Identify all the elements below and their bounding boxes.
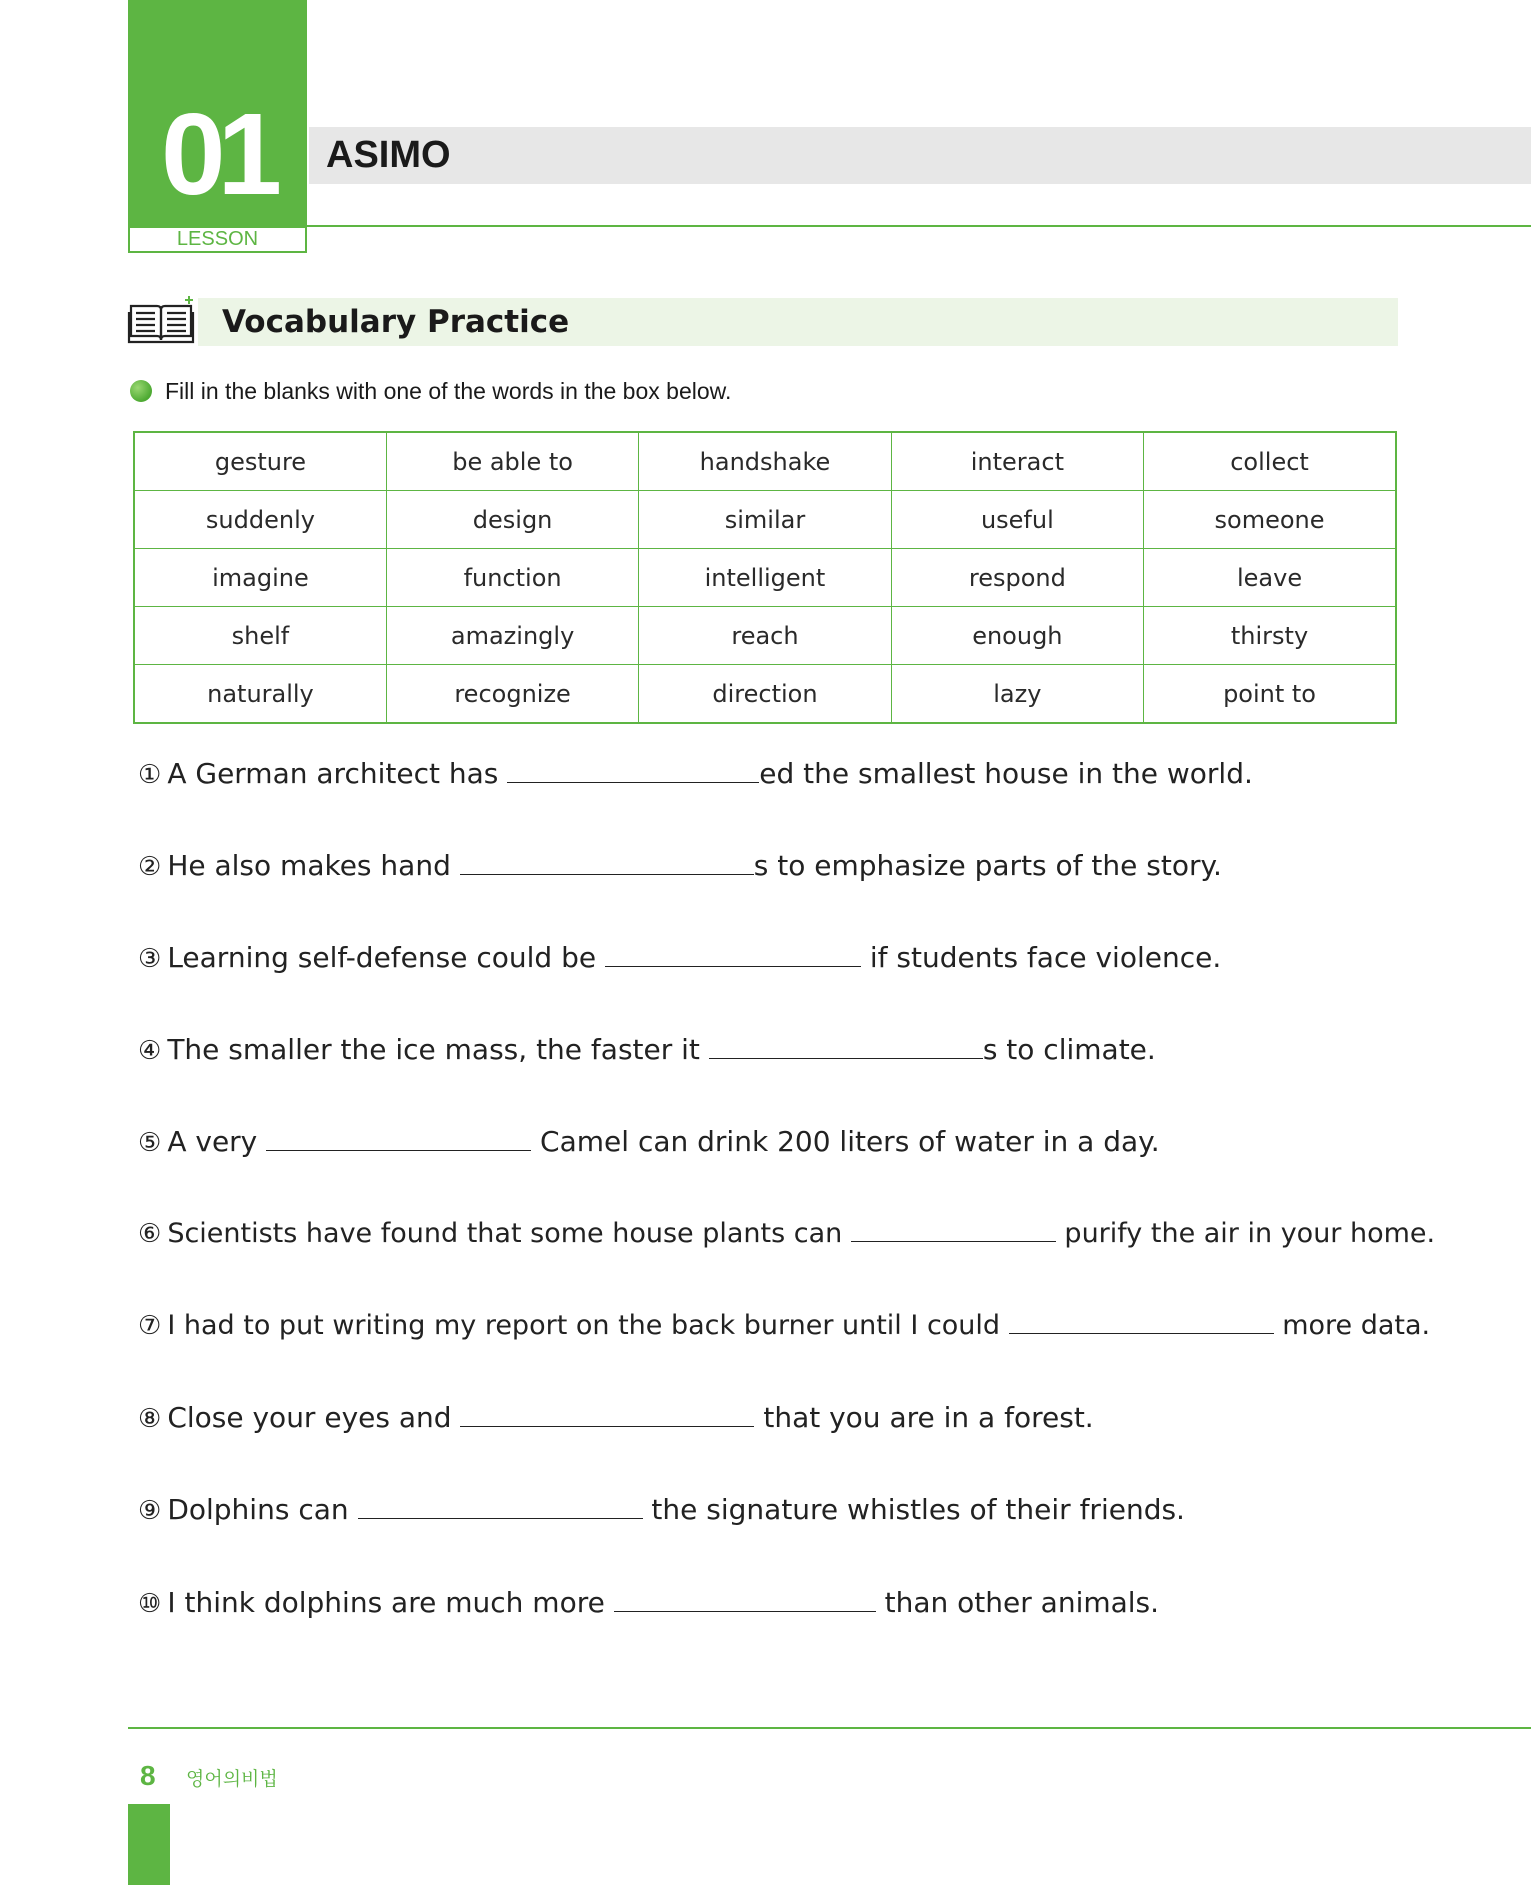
word-cell: interact	[891, 432, 1143, 491]
word-cell: respond	[891, 549, 1143, 607]
lesson-label: LESSON	[128, 228, 307, 253]
answer-blank[interactable]	[709, 1032, 983, 1059]
word-cell: recognize	[386, 665, 638, 724]
question-text-before: Dolphins can	[167, 1493, 358, 1526]
answer-blank[interactable]	[460, 1400, 754, 1427]
word-cell: imagine	[134, 549, 386, 607]
instruction-text: Fill in the blanks with one of the words in the box below.	[165, 378, 732, 404]
answer-blank[interactable]	[266, 1124, 531, 1151]
question-number: ⑨	[138, 1496, 162, 1526]
question-9	[138, 1490, 1185, 1531]
question-text-after: s to emphasize parts of the story.	[753, 849, 1222, 882]
question-text-before: I had to put writing my report on the back burner until I could	[167, 1310, 1009, 1341]
question-number: ②	[138, 852, 162, 882]
word-cell: enough	[891, 607, 1143, 665]
word-box-row	[134, 665, 1396, 724]
question-number: ⑥	[138, 1219, 162, 1249]
word-cell: someone	[1144, 491, 1396, 549]
question-text-after: purify the air in your home.	[1055, 1218, 1436, 1249]
word-cell: amazingly	[386, 607, 638, 665]
word-cell: useful	[891, 491, 1143, 549]
answer-blank[interactable]	[358, 1492, 643, 1519]
word-cell: lazy	[891, 665, 1143, 724]
question-number: ③	[138, 944, 162, 974]
answer-blank[interactable]	[605, 940, 861, 967]
word-cell: thirsty	[1144, 607, 1396, 665]
book-icon	[127, 296, 195, 346]
lesson-title: ASIMO	[326, 134, 451, 176]
word-cell: reach	[639, 607, 891, 665]
word-cell: direction	[639, 665, 891, 724]
question-text-before: Learning self-defense could be	[167, 941, 605, 974]
question-text-after: than other animals.	[875, 1586, 1160, 1619]
word-cell: intelligent	[639, 549, 891, 607]
lesson-number-block	[128, 0, 307, 228]
footer-tab	[128, 1804, 170, 1885]
word-cell: shelf	[134, 607, 386, 665]
word-cell: handshake	[639, 432, 891, 491]
word-cell: function	[386, 549, 638, 607]
word-box	[133, 431, 1397, 724]
header-divider	[307, 225, 1531, 227]
word-cell: naturally	[134, 665, 386, 724]
question-2	[138, 846, 1222, 887]
section-header-bar	[198, 298, 1398, 346]
question-text-after: s to climate.	[982, 1033, 1156, 1066]
lesson-number: 01	[160, 89, 275, 219]
word-box-row	[134, 491, 1396, 549]
question-text-before: He also makes hand	[167, 849, 460, 882]
green-dot-icon	[130, 380, 152, 402]
word-cell: design	[386, 491, 638, 549]
question-8	[138, 1398, 1094, 1439]
question-text-before: The smaller the ice mass, the faster it	[167, 1033, 709, 1066]
page-number: 8	[140, 1760, 156, 1791]
question-1	[138, 754, 1253, 795]
question-text-before: Close your eyes and	[167, 1401, 461, 1434]
word-cell: be able to	[386, 432, 638, 491]
book-name: 영어의비법	[186, 1768, 278, 1790]
question-4	[138, 1030, 1156, 1071]
answer-blank[interactable]	[614, 1585, 876, 1612]
word-box-row	[134, 607, 1396, 665]
word-box-row	[134, 432, 1396, 491]
question-text-after: ed the smallest house in the world.	[759, 757, 1253, 790]
question-number: ⑧	[138, 1404, 162, 1434]
question-number: ④	[138, 1036, 162, 1066]
question-10	[138, 1583, 1159, 1624]
word-cell: point to	[1144, 665, 1396, 724]
question-number: ①	[138, 760, 162, 790]
answer-blank[interactable]	[460, 848, 754, 875]
answer-blank[interactable]	[507, 756, 759, 783]
word-cell: similar	[639, 491, 891, 549]
question-text-after: Camel can drink 200 liters of water in a day.	[531, 1125, 1160, 1158]
footer-divider	[128, 1727, 1531, 1729]
question-7	[138, 1306, 1430, 1346]
question-text-before: A German architect has	[167, 757, 508, 790]
word-cell: collect	[1144, 432, 1396, 491]
question-text-after: the signature whistles of their friends.	[642, 1493, 1185, 1526]
question-text-after: more data.	[1273, 1310, 1431, 1341]
question-6	[138, 1214, 1435, 1254]
question-text-after: that you are in a forest.	[754, 1401, 1094, 1434]
question-number: ⑦	[138, 1311, 162, 1341]
question-5	[138, 1122, 1160, 1163]
word-cell: suddenly	[134, 491, 386, 549]
word-cell: gesture	[134, 432, 386, 491]
word-box-row	[134, 549, 1396, 607]
word-cell: leave	[1144, 549, 1396, 607]
answer-blank[interactable]	[1009, 1307, 1274, 1334]
question-text-before: A very	[167, 1125, 267, 1158]
question-text-before: Scientists have found that some house plants can	[167, 1218, 851, 1249]
lesson-title-bar	[309, 127, 1531, 184]
question-text-after: if students face violence.	[860, 941, 1222, 974]
question-text-before: I think dolphins are much more	[167, 1586, 614, 1619]
section-title: Vocabulary Practice	[222, 304, 570, 340]
answer-blank[interactable]	[851, 1215, 1056, 1242]
question-3	[138, 938, 1221, 979]
question-number: ⑩	[138, 1589, 162, 1619]
question-number: ⑤	[138, 1128, 162, 1158]
